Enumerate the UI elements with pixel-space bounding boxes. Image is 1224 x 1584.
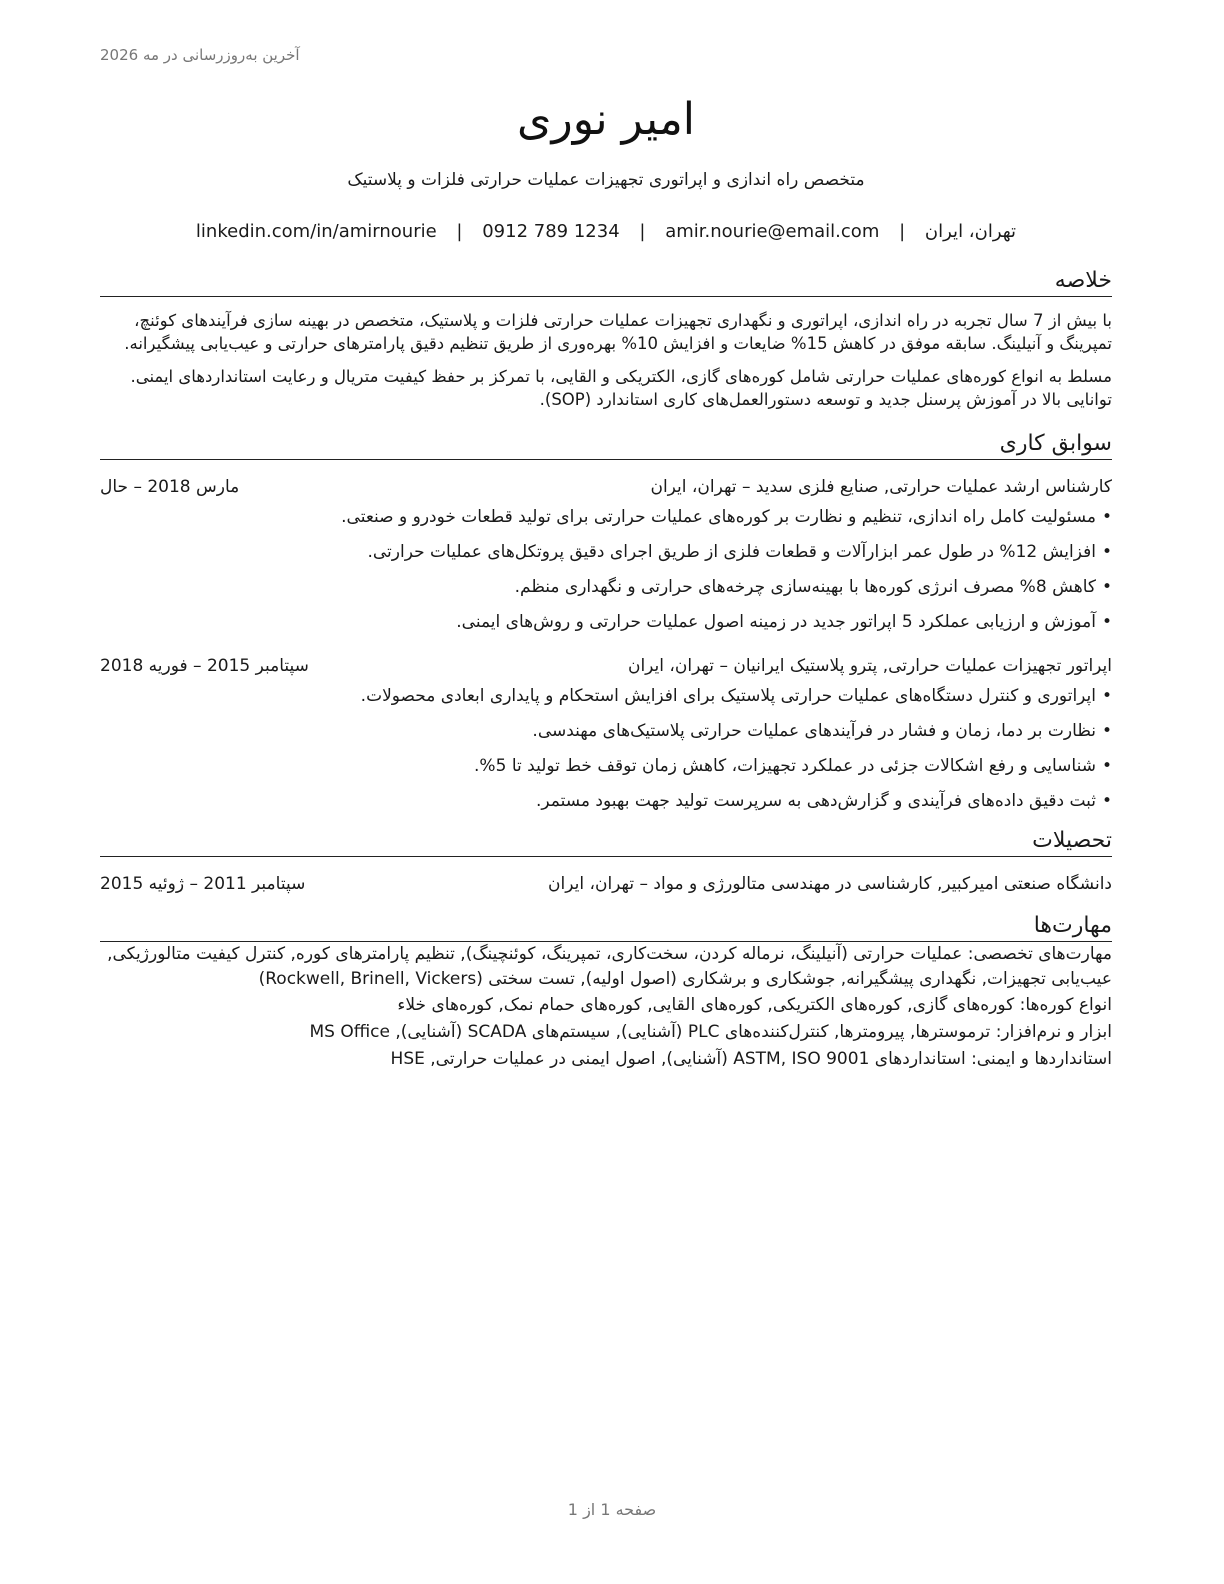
education-dates: سپتامبر 2011 – ژوئیه 2015 bbox=[100, 874, 306, 894]
skill-line: انواع کوره‌ها: کوره‌های گازی, کوره‌های الکتریکی, کوره‌های القایی, کوره‌های حمام نمک, کوره‌های خلاء bbox=[397, 995, 1112, 1015]
resume-page bbox=[100, 88, 1112, 1073]
contact-email[interactable]: amir.nourie@email.com bbox=[665, 221, 880, 242]
contact-separator: | bbox=[456, 221, 463, 242]
experience-section bbox=[100, 429, 1112, 814]
job-bullet: • کاهش 8% مصرف انرژی کوره‌ها با بهینه‌سازی چرخه‌های حرارتی و نگهداری منظم. bbox=[100, 574, 1112, 600]
contact-linkedin[interactable]: linkedin.com/in/amirnourie bbox=[195, 221, 437, 242]
job-heading: اپراتور تجهیزات عملیات حرارتی, پترو پلاستیک ایرانیان – تهران، ایران bbox=[627, 656, 1112, 676]
contact-phone: 0912 789 1234 bbox=[482, 221, 620, 242]
summary-paragraph: مسلط به انواع کوره‌های عملیات حرارتی شامل کوره‌های گازی، الکتریکی و القایی، با تمرکز بر حفظ کیفیت متریال و رعایت استانداردهای ایمنی. توانایی بالا در آموزش پرسنل جدید و توسعه دستورالعمل‌های کاری استاندارد (SOP). bbox=[130, 367, 1112, 409]
candidate-tagline: متخصص راه اندازی و اپراتوری تجهیزات عملیات حرارتی فلزات و پلاستیک bbox=[347, 170, 865, 190]
education-title: تحصیلات bbox=[100, 826, 1112, 857]
job-bullets bbox=[100, 683, 1112, 814]
contact-separator: | bbox=[899, 221, 906, 242]
summary-paragraph: با بیش از 7 سال تجربه در راه اندازی، اپراتوری و نگهداری تجهیزات عملیات حرارتی فلزات و پلاستیک، متخصص در بهینه سازی فرآیندهای کوئنچ، تمپرینگ و آنیلینگ. سابقه موفق در کاهش 15% ضایعات و افزایش 10% بهره‌وری از طریق تنظیم دقیق پارامترهای حرارتی و عیب‌یابی پیشگیرانه. bbox=[124, 311, 1112, 353]
job-entry bbox=[100, 653, 1112, 814]
job-bullets bbox=[100, 504, 1112, 635]
job-header bbox=[100, 653, 1112, 679]
job-bullet: • ثبت دقیق داده‌های فرآیندی و گزارش‌دهی به سرپرست تولید جهت بهبود مستمر. bbox=[100, 788, 1112, 814]
job-entry bbox=[100, 474, 1112, 635]
skill-line: مهارت‌های تخصصی: عملیات حرارتی (آنیلینگ، نرماله کردن، سخت‌کاری، تمپرینگ، کوئنچینگ), تنظیم پارامترهای کوره, کنترل کیفیت متالورژیکی, عیب‌یابی تجهیزات, نگهداری پیشگیرانه, جوشکاری و برشکاری (اصول اولیه), تست سختی (Rockwell, Brinell, Vickers) bbox=[107, 944, 1112, 989]
job-heading: کارشناس ارشد عملیات حرارتی, صنایع فلزی سدید – تهران، ایران bbox=[650, 477, 1112, 497]
job-dates: سپتامبر 2015 – فوریه 2018 bbox=[100, 656, 309, 676]
job-bullet: • افزایش 12% در طول عمر ابزارآلات و قطعات فلزی از طریق اجرای دقیق پروتکل‌های عملیات حرارتی. bbox=[100, 539, 1112, 565]
skill-line: ابزار و نرم‌افزار: ترموسترها, پیرومترها, کنترل‌کننده‌های PLC (آشنایی), سیستم‌های SCADA (آشنایی), MS Office bbox=[309, 1022, 1112, 1042]
skills-title: مهارت‌ها bbox=[100, 911, 1112, 942]
contact-location: تهران، ایران bbox=[924, 221, 1017, 242]
job-header bbox=[100, 474, 1112, 500]
education-section bbox=[100, 826, 1112, 897]
contact-line bbox=[100, 220, 1112, 244]
job-bullet: • آموزش و ارزیابی عملکرد 5 اپراتور جدید در زمینه اصول عملیات حرارتی و روش‌های ایمنی. bbox=[100, 609, 1112, 635]
candidate-name: امیر نوری bbox=[517, 94, 695, 145]
contact-separator: | bbox=[639, 221, 646, 242]
education-entry bbox=[100, 871, 1112, 897]
job-bullet: • اپراتوری و کنترل دستگاه‌های عملیات حرارتی پلاستیک برای افزایش استحکام و پایداری ابعادی محصولات. bbox=[100, 683, 1112, 709]
summary-title: خلاصه bbox=[100, 266, 1112, 297]
job-bullet: • شناسایی و رفع اشکالات جزئی در عملکرد تجهیزات، کاهش زمان توقف خط تولید تا 5%. bbox=[100, 753, 1112, 779]
skill-line: استانداردها و ایمنی: استانداردهای ASTM, ISO 9001 (آشنایی), اصول ایمنی در عملیات حرارتی, HSE bbox=[390, 1049, 1112, 1069]
job-bullet: • نظارت بر دما، زمان و فشار در فرآیندهای عملیات حرارتی پلاستیک‌های مهندسی. bbox=[100, 718, 1112, 744]
last-updated-note: آخرین به‌روزرسانی در مه 2026 bbox=[100, 46, 300, 64]
experience-title: سوابق کاری bbox=[100, 429, 1112, 460]
job-dates: مارس 2018 – حال bbox=[100, 477, 240, 497]
page-number: صفحه 1 از 1 bbox=[567, 1500, 657, 1519]
skills-section bbox=[100, 911, 1112, 1073]
education-heading: دانشگاه صنعتی امیرکبیر, کارشناسی در مهندسی متالورژی و مواد – تهران، ایران bbox=[548, 874, 1112, 894]
job-bullet: • مسئولیت کامل راه اندازی، تنظیم و نظارت بر کوره‌های عملیات حرارتی برای تولید قطعات خودرو و صنعتی. bbox=[100, 504, 1112, 530]
summary-section bbox=[100, 266, 1112, 411]
